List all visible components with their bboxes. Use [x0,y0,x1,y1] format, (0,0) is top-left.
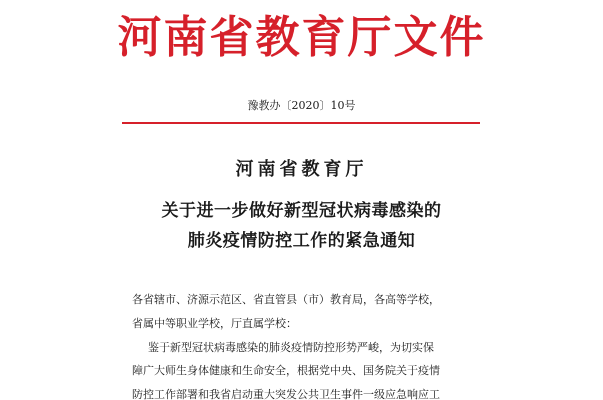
document-number: 豫教办〔2020〕10号 [247,99,356,112]
document-header-title: 河南省教育厅文件 [117,12,486,63]
body-paragraph-line-2: 障广大师生身体健康和生命安全，根据党中央、国务院关于疫情 [132,364,440,377]
body-line-recipients-2: 省属中等职业学校，厅直属学校： [132,317,297,330]
body-paragraph-line-1: 鉴于新型冠状病毒感染的肺炎疫情防控形势严峻，为切实保 [148,341,434,354]
notice-title-line-1: 关于进一步做好新型冠状病毒感染的 [161,201,442,221]
notice-title-line-2: 肺炎疫情防控工作的紧急通知 [187,231,416,251]
body-paragraph-line-3: 防控工作部署和我省启动重大突发公共卫生事件一级应急响应工 [132,388,440,400]
red-divider-line [122,122,480,124]
issuer-name: 河南省教育厅 [235,159,368,180]
body-line-recipients-1: 各省辖市、济源示范区、省直管县（市）教育局，各高等学校， [132,293,440,306]
